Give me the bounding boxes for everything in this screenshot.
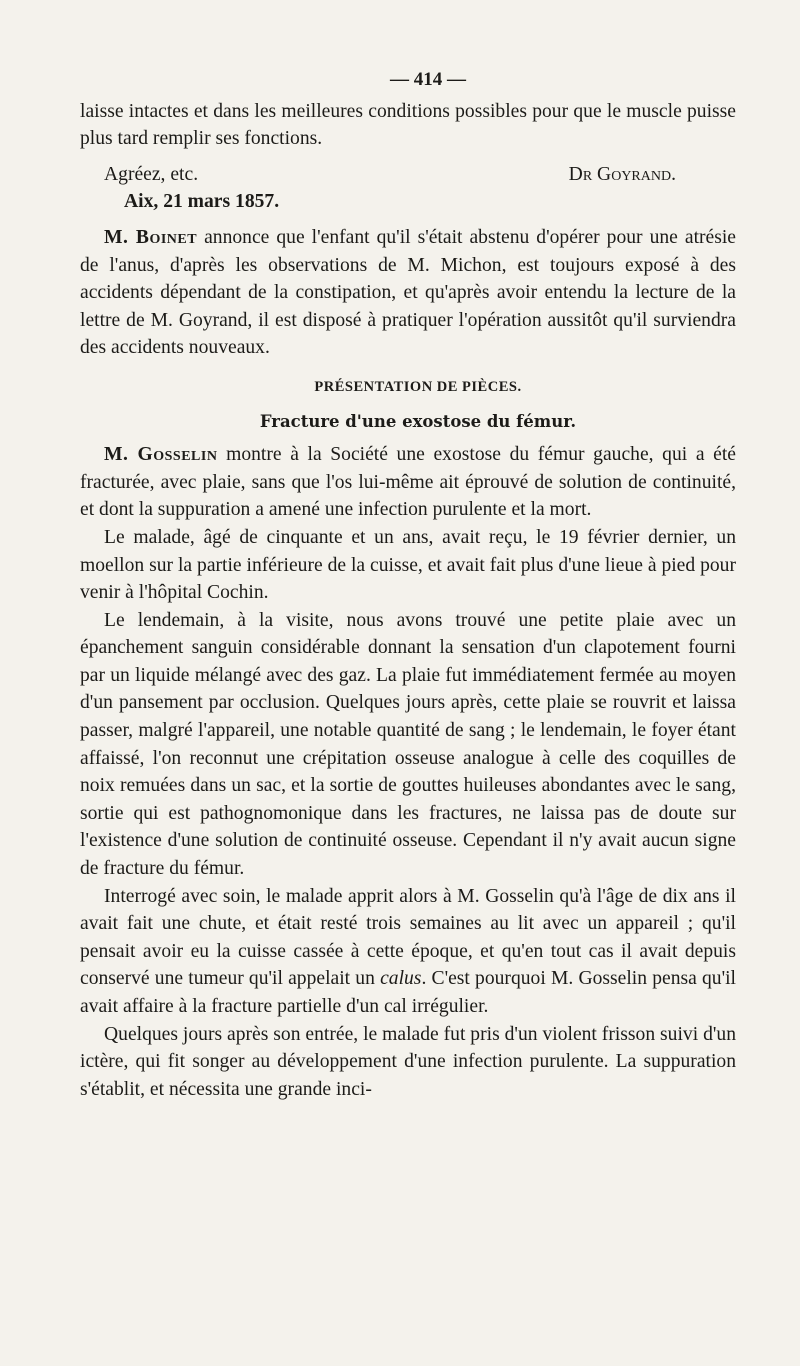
paragraph-4: Le malade, âgé de cinquante et un ans, avait reçu, le 19 février dernier, un moellon sur la partie inférieure de la cuisse, et avait fait plus d'une lieue à pied pour venir à l'hôpital Cochin.: [80, 526, 736, 604]
closing-text: Agréez, etc.: [104, 163, 199, 185]
speaker-name: M. Gosselin: [104, 444, 218, 466]
speaker-name: M. Boinet: [104, 226, 198, 248]
paragraph-5: Le lendemain, à la visite, nous avons trouvé une petite plaie avec un épanchement sanguin considérable donnant la sensation d'un clapotement fourni par un liquide mélangé avec des gaz. La plaie fut immédiatement fermée au moyen d'un pansement par occlusion. Quelques jours après, cette plaie se rouvrit et laissa passer, malgré l'appareil, une notable quantité de sang ; le lendemain, le foyer étant affaissé, l'on reconnut une crépitation osseuse analogue à celle des coquilles de noix remuées dans un sac, et la sortie de gouttes huileuses abondantes avec le sang, sortie qui est pathognomonique dans les fractures, ne laissa pas de doute sur l'existence d'une solution de continuité osseuse. Cependant il n'y avait aucun signe de fracture du fémur.: [80, 609, 736, 880]
paragraph-6: [80, 883, 736, 1021]
section-heading: PRÉSENTATION DE PIÈCES.: [314, 378, 522, 395]
section-subheading: Fracture d'une exostose du fémur.: [259, 411, 577, 431]
letter-date: Aix, 21 mars 1857.: [124, 191, 280, 213]
paragraph-6-text-b: . C'est pourquoi M. Gosselin pensa qu'il avait affaire à la fracture partielle d'un cal irrégulier.: [80, 968, 736, 1017]
paragraph-3: [80, 441, 736, 524]
paragraph-1: laisse intactes et dans les meilleures conditions possibles pour que le muscle puisse plus tard remplir ses fonctions.: [80, 100, 736, 150]
paragraph-3-text: montre à la Société une exostose du fémur gauche, qui a été fracturée, avec plaie, sans que l'os lui-même ait éprouvé de solution de continuité, et dont la suppuration a amené une infection purulente et la mort.: [80, 444, 736, 521]
paragraph-2: [80, 224, 736, 362]
paragraph-7: Quelques jours après son entrée, le malade fut pris d'un violent frisson suivi d'un ictère, qui fit songer au développement d'une infection purulente. La suppuration s'établit, et nécessita une grande inci-: [80, 1023, 736, 1100]
paragraph-2-text: annonce que l'enfant qu'il s'était abstenu d'opérer pour une atrésie de l'anus, d'après les observations de M. Michon, est toujours exposé à des accidents dépendant de la constipation, et qu'après avoir entendu la lecture de la lettre de M. Goyrand, il est disposé à pratiquer l'opération aussitôt qu'il surviendra des accidents nouveaux.: [80, 226, 736, 359]
page-text: [80, 66, 736, 1103]
author-signature: Dr Goyrand.: [568, 163, 676, 185]
page-number: — 414 —: [390, 69, 466, 90]
paragraph-6-text-a: Interrogé avec soin, le malade apprit alors à M. Gosselin qu'à l'âge de dix ans il avait fait une chute, et était resté trois semaines au lit avec un appareil ; qu'il pensait avoir eu la cuisse cassée à cette époque, et qu'en tout cas il avait depuis conservé une tumeur qu'il appelait un: [80, 885, 736, 990]
paragraph-6-italic: calus: [380, 968, 422, 990]
signature-line: [80, 161, 736, 189]
